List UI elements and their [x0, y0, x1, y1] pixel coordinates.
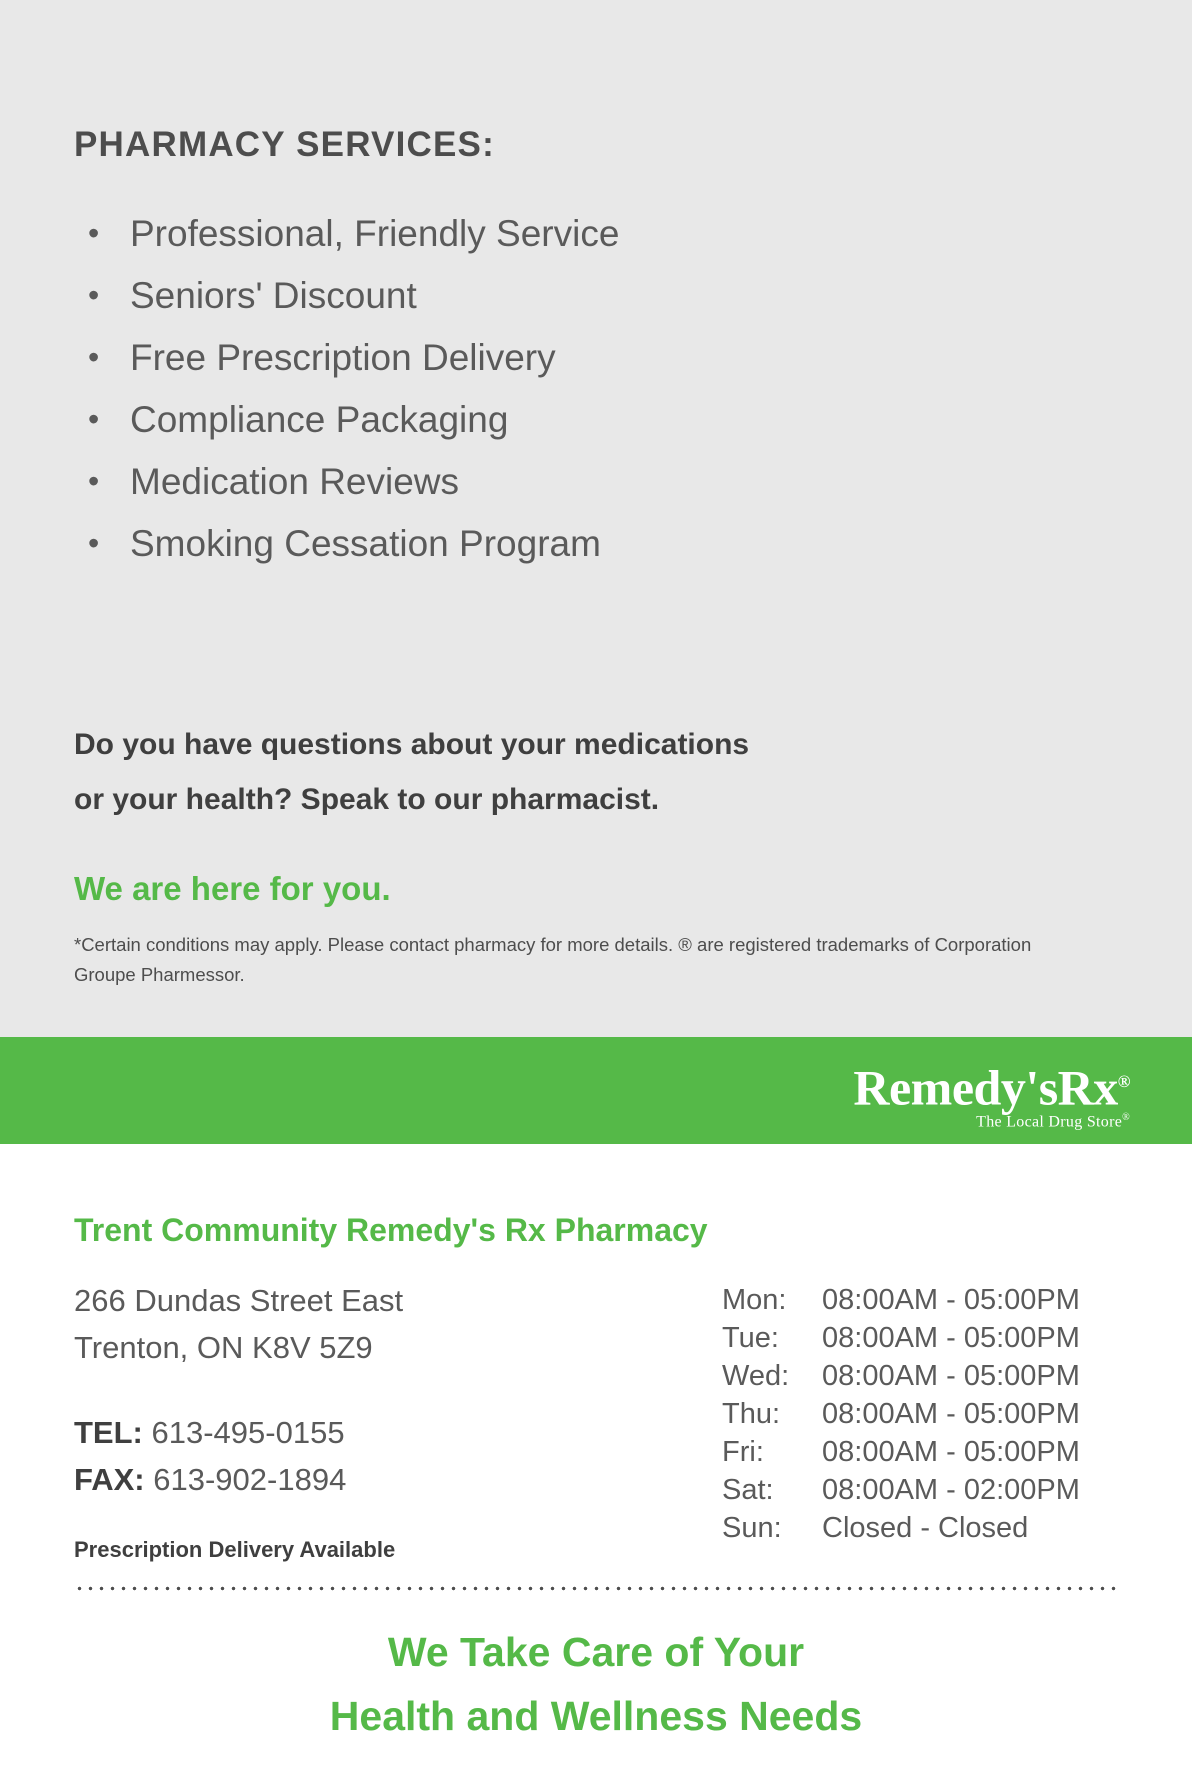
- remedys-rx-logo: [853, 1055, 1130, 1131]
- delivery-note: Prescription Delivery Available: [74, 1537, 396, 1562]
- table-row: [722, 1319, 1080, 1357]
- telephone-number[interactable]: 613-495-0155: [151, 1415, 345, 1450]
- store-hours-table: [722, 1281, 1080, 1547]
- logo-name: Remedy'sRx: [853, 1059, 1118, 1116]
- table-row: [722, 1395, 1080, 1433]
- tagline: We are here for you.: [74, 870, 391, 907]
- table-row: [722, 1357, 1080, 1395]
- brand-bar: [0, 1037, 1192, 1144]
- fax-number: 613-902-1894: [153, 1462, 347, 1497]
- telephone-label: TEL:: [74, 1415, 143, 1450]
- services-heading: PHARMACY SERVICES:: [74, 125, 495, 164]
- address-line-1: 266 Dundas Street East: [74, 1283, 404, 1318]
- hours-day: Mon:: [722, 1284, 787, 1316]
- hours-time: Closed - Closed: [822, 1512, 1029, 1544]
- question-line-1: Do you have questions about your medications: [74, 728, 750, 761]
- list-item: • Professional, Friendly Service: [74, 203, 619, 265]
- hours-day: Tue:: [722, 1322, 779, 1354]
- table-row: [722, 1281, 1080, 1319]
- registered-trademark-icon: ®: [1117, 1072, 1130, 1091]
- hours-time: 08:00AM - 05:00PM: [822, 1284, 1080, 1316]
- list-item: • Smoking Cessation Program: [74, 513, 619, 575]
- footer-slogan: [0, 1620, 1192, 1748]
- store-name: Trent Community Remedy's Rx Pharmacy: [74, 1212, 708, 1248]
- hours-day: Sun:: [722, 1512, 782, 1544]
- hours-day: Sat:: [722, 1474, 774, 1506]
- list-item: • Free Prescription Delivery: [74, 327, 619, 389]
- question-line-2: or your health? Speak to our pharmacist.: [74, 783, 660, 816]
- table-row: [722, 1433, 1080, 1471]
- store-contact: [74, 1409, 346, 1503]
- table-row: [722, 1509, 1080, 1547]
- logo-wordmark: [853, 1055, 1130, 1115]
- list-item: • Compliance Packaging: [74, 389, 619, 451]
- hours-time: 08:00AM - 05:00PM: [822, 1322, 1080, 1354]
- pharmacist-question: [74, 717, 1024, 827]
- registered-trademark-small-icon: ®: [1122, 1111, 1130, 1123]
- telephone-row: [74, 1409, 346, 1456]
- hours-time: 08:00AM - 05:00PM: [822, 1436, 1080, 1468]
- slogan-line-1: We Take Care of Your: [387, 1629, 805, 1675]
- disclaimer-text: *Certain conditions may apply. Please contact pharmacy for more details. ® are registered trademarks of Corporation Groupe Pharmessor.: [74, 934, 1032, 985]
- fax-label: FAX:: [74, 1462, 145, 1497]
- hours-day: Wed:: [722, 1360, 790, 1392]
- hours-time: 08:00AM - 02:00PM: [822, 1474, 1080, 1506]
- list-item: • Medication Reviews: [74, 451, 619, 513]
- hours-time: 08:00AM - 05:00PM: [822, 1398, 1080, 1430]
- list-item: • Seniors' Discount: [74, 265, 619, 327]
- fax-row: [74, 1456, 346, 1503]
- hours-time: 08:00AM - 05:00PM: [822, 1360, 1080, 1392]
- store-address: [74, 1277, 403, 1371]
- slogan-line-2: Health and Wellness Needs: [329, 1693, 863, 1739]
- hours-day: Fri:: [722, 1436, 764, 1468]
- table-row: [722, 1471, 1080, 1509]
- hours-day: Thu:: [722, 1398, 781, 1430]
- logo-subtitle: The Local Drug Store: [976, 1112, 1123, 1130]
- dotted-divider: [74, 1586, 1120, 1591]
- services-list: [74, 203, 619, 575]
- address-line-2: Trenton, ON K8V 5Z9: [74, 1330, 373, 1365]
